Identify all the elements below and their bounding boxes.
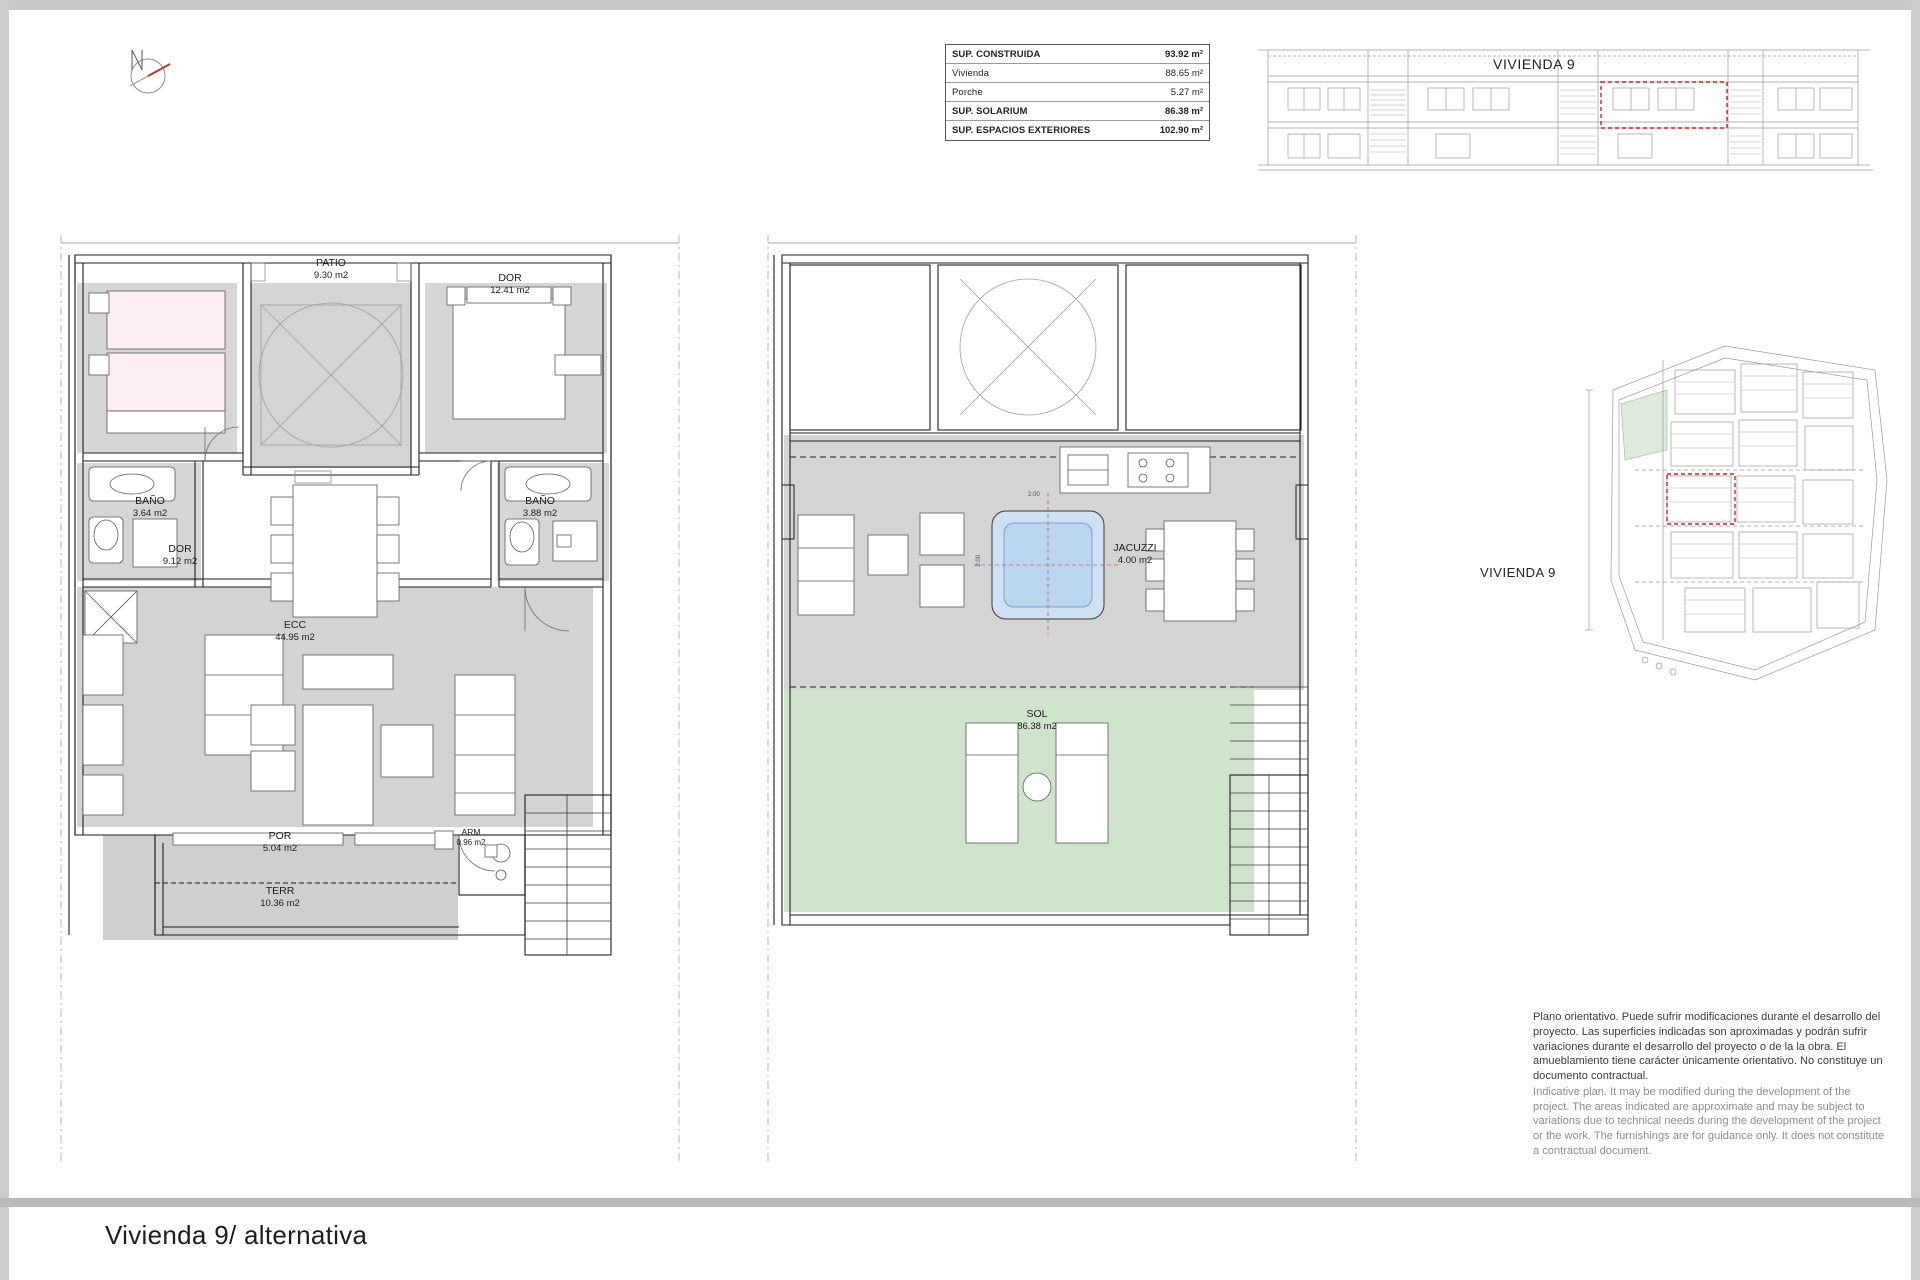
sheet-left-band [0,0,9,1280]
room-label-ecc: ECC 44.95 m2 [275,619,315,644]
surfaces-table [945,44,1210,141]
dimension-label-horizontal: 2.00 [1028,492,1040,498]
table-row [946,83,1209,102]
solarium-floor-plan [760,235,1370,1165]
surface-value: 102.90 m² [1159,125,1203,136]
sheet-right-band [1911,0,1920,1280]
surface-label: SUP. ESPACIOS EXTERIORES [952,125,1091,136]
dimension-label-vertical: 2.00 [976,554,983,567]
room-label-terr: TERR 10.36 m2 [260,885,300,910]
room-label-bano-right: BAÑO 3.88 m2 [522,495,558,520]
elevation-title: VIVIENDA 9 [1493,56,1576,72]
room-label-arm: ARM 0.96 m2 [456,827,486,847]
surface-label: SUP. CONSTRUIDA [952,48,1041,60]
room-label-patio: PATIO 9.30 m2 [313,257,349,282]
disclaimer-en: Indicative plan. It may be modified during the development of the project. The areas indicated are approximate and may be subject to variations due to technical needs during the development of the project or the work. The furnishings are for guidance only. It does not constitute a contractual document. [1533,1085,1885,1157]
room-label-dor-left: DOR 9.12 m2 [162,543,198,568]
sheet-bottom-band [0,1198,1920,1207]
room-label-bano-left: BAÑO 3.64 m2 [132,495,168,520]
room-label-sol: SOL 86.38 m2 [1017,708,1057,733]
site-highlight-box [1667,474,1735,524]
surface-label: Porche [952,86,983,98]
elevation-highlight-box [1601,82,1727,128]
sheet-top-band [0,0,1920,10]
surface-value: 88.65 m² [1165,67,1203,79]
compass-north-icon [110,30,190,90]
ground-floor-plan [55,235,715,1165]
elevation-drawing [1258,30,1878,175]
disclaimer [1533,1010,1885,1159]
disclaimer-es: Plano orientativo. Puede sufrir modificaciones durante el desarrollo del proyecto. Las superficies indicadas son aproximadas y podrán sufrir variaciones durante el desarrollo del proyecto o de la la obra. El amueblamiento tiene carácter únicamente orientativo. No constituye un documento contractual. [1533,1011,1883,1082]
table-row [946,64,1209,83]
surface-label: Vivienda [952,67,990,79]
surface-value: 5.27 m² [1170,86,1203,98]
table-row [946,102,1209,121]
surface-value: 86.38 m² [1164,105,1203,117]
surface-value: 93.92 m² [1164,48,1203,60]
table-row [946,121,1209,140]
room-label-dor-right: DOR 12.41 m2 [490,272,530,297]
table-row [946,45,1209,64]
room-label-por: POR 5.04 m2 [262,830,298,855]
page-title: Vivienda 9/ alternativa [105,1220,368,1250]
surface-label: SUP. SOLARIUM [952,105,1028,117]
room-label-jacuzzi: JACUZZI 4.00 m2 [1113,542,1157,567]
site-plan [1480,330,1895,710]
site-plan-label: VIVIENDA 9 [1480,565,1556,580]
